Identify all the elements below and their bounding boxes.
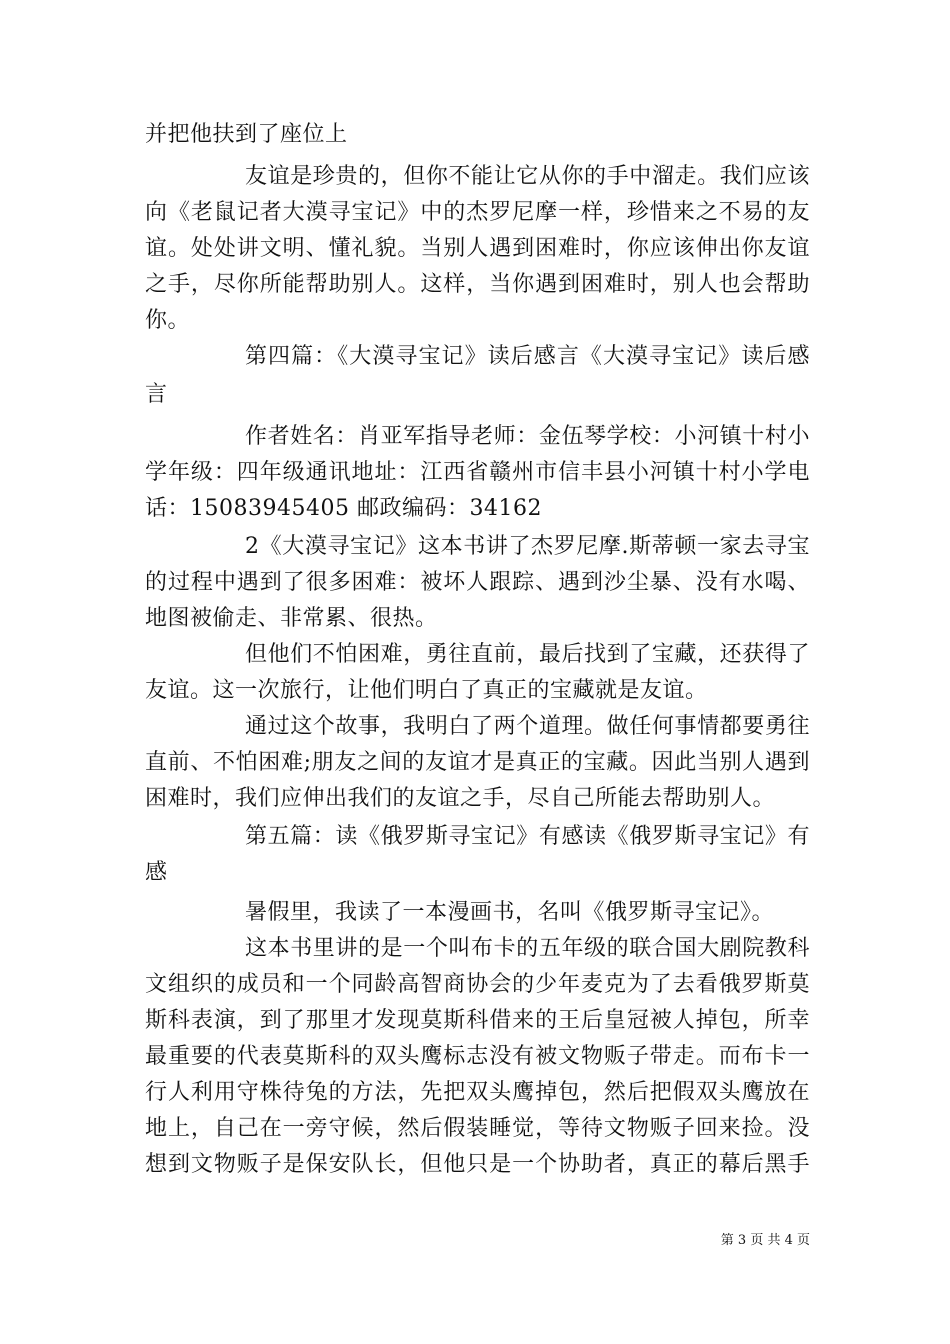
text-line: 向《老鼠记者大漠寻宝记》中的杰罗尼摩一样，珍惜来之不易的友	[145, 200, 810, 225]
text-line: 地图被偷走、非常累、很热。	[145, 606, 438, 631]
section-heading-line: 感	[145, 860, 168, 885]
section-heading-line: 第五篇：读《俄罗斯寻宝记》有感读《俄罗斯寻宝记》有	[245, 824, 810, 849]
text-line: 文组织的成员和一个同龄高智商协会的少年麦克为了去看俄罗斯莫	[145, 972, 810, 997]
text-line: 你。	[145, 308, 191, 333]
text-line: 暑假里，我读了一本漫画书，名叫《俄罗斯寻宝记》。	[245, 900, 775, 925]
text-line: 友谊是珍贵的，但你不能让它从你的手中溜走。我们应该	[245, 164, 810, 189]
text-line: 直前、不怕困难;朋友之间的友谊才是真正的宝藏。因此当别人遇到	[145, 750, 810, 775]
text-line: 2《大漠寻宝记》这本书讲了杰罗尼摩.斯蒂顿一家去寻宝	[245, 534, 810, 559]
text-line: 这本书里讲的是一个叫布卡的五年级的联合国大剧院教科	[245, 936, 810, 961]
text-line: 行人利用守株待兔的方法，先把双头鹰掉包，然后把假双头鹰放在	[145, 1080, 810, 1105]
text-line: 并把他扶到了座位上	[145, 122, 348, 147]
text-line: 最重要的代表莫斯科的双头鹰标志没有被文物贩子带走。而布卡一	[145, 1044, 810, 1069]
text-line: 困难时，我们应伸出我们的友谊之手，尽自己所能去帮助别人。	[145, 786, 776, 811]
text-line: 友谊。这一次旅行，让他们明白了真正的宝藏就是友谊。	[145, 678, 708, 703]
text-line: 想到文物贩子是保安队长，但他只是一个协助者，真正的幕后黑手	[145, 1152, 810, 1177]
text-line: 学年级：四年级通讯地址：江西省赣州市信丰县小河镇十村小学电	[145, 460, 810, 485]
text-line: 之手，尽你所能帮助别人。这样，当你遇到困难时，别人也会帮助	[145, 272, 810, 297]
text-line: 地上，自己在一旁守候，然后假装睡觉，等待文物贩子回来捡。没	[145, 1116, 810, 1141]
text-line: 通过这个故事，我明白了两个道理。做任何事情都要勇往	[245, 714, 810, 739]
text-line: 的过程中遇到了很多困难：被坏人跟踪、遇到沙尘暴、没有水喝、	[145, 570, 810, 595]
section-heading-line: 第四篇：《大漠寻宝记》读后感言《大漠寻宝记》读后感	[245, 344, 810, 369]
text-line: 斯科表演，到了那里才发现莫斯科借来的王后皇冠被人掉包，所幸	[145, 1008, 810, 1033]
page-number-footer: 第 3 页 共 4 页	[720, 1233, 810, 1248]
text-line: 但他们不怕困难，勇往直前，最后找到了宝藏，还获得了	[245, 642, 810, 667]
text-line: 作者姓名：肖亚军指导老师：金伍琴学校：小河镇十村小	[245, 424, 810, 449]
text-line: 话：15083945405 邮政编码：34162	[145, 496, 542, 521]
text-line: 谊。处处讲文明、懂礼貌。当别人遇到困难时，你应该伸出你友谊	[145, 236, 810, 261]
section-heading-line: 言	[145, 382, 168, 407]
